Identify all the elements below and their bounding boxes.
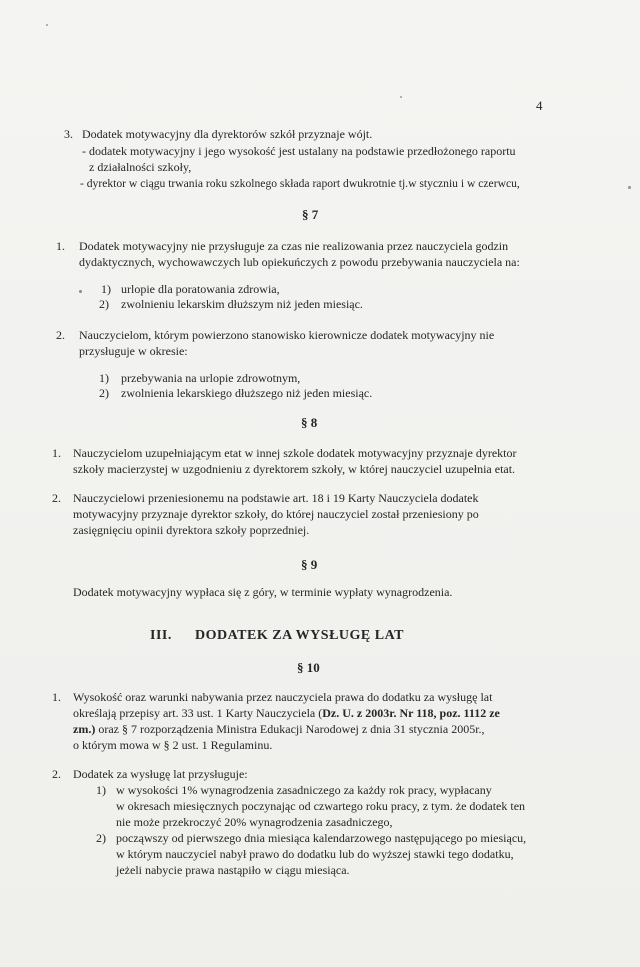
s10-item2-sub1-number: 1) <box>96 783 106 797</box>
section-8-title: § 8 <box>301 415 318 430</box>
s8-item2-line-2: motywacyjny przyznaje dyrektor szkoły, do której nauczyciel został przeniesiony po <box>73 507 479 521</box>
s7-item2-sub1-text: przebywania na urlopie zdrowotnym, <box>121 371 301 385</box>
s10-item2-sub1-line-1: w wysokości 1% wynagrodzenia zasadniczego za każdy rok pracy, wypłacany <box>116 783 492 797</box>
s7-item2-sub2-number: 2) <box>99 386 109 400</box>
section-9-title: § 9 <box>301 557 318 572</box>
s10-item1-line-2-text: określają przepisy art. 33 ust. 1 Karty Nauczyciela ( <box>73 706 323 720</box>
s7-item1-sub2-number: 2) <box>99 297 109 311</box>
s8-item2-line-1: Nauczycielowi przeniesionemu na podstawie art. 18 i 19 Karty Nauczyciela dodatek <box>73 491 479 505</box>
p3-line-4: - dyrektor w ciągu trwania roku szkolnego składa raport dwukrotnie tj.w styczniu i w czerwcu, <box>80 177 520 190</box>
s10-item2-sub2-line-3: jeżeli nabycie prawa nastąpiło w ciągu miesiąca. <box>116 863 350 877</box>
s8-item1-line-1: Nauczycielom uzupełniającym etat w innej szkole dodatek motywacyjny przyznaje dyrektor <box>73 446 517 460</box>
s7-item1-line-2: dydaktycznych, wychowawczych lub opiekuńczych z powodu przebywania nauczyciela na: <box>79 255 520 269</box>
s7-item1-sub2-text: zwolnieniu lekarskim dłuższym niż jeden miesiąc. <box>121 297 363 311</box>
s7-item1-sub1-text: urlopie dla poratowania zdrowia, <box>121 282 280 296</box>
page-number: 4 <box>536 98 543 113</box>
legal-citation: Dz. U. z 2003r. Nr 118, poz. 1112 ze <box>322 706 500 720</box>
p3-line-1: Dodatek motywacyjny dla dyrektorów szkół przyznaje wójt. <box>82 127 373 141</box>
s10-item1-number: 1. <box>52 690 61 704</box>
chapter-3-numeral: III. <box>150 628 172 643</box>
s10-item2-sub2-line-2: w którym nauczyciel nabył prawo do dodatku lub do wyższej stawki tego dodatku, <box>116 847 514 861</box>
legal-citation-end: zm.) <box>73 722 96 736</box>
s7-item2-line-2: przysługuje w okresie: <box>79 344 188 358</box>
p3-number: 3. <box>64 127 73 141</box>
s10-item2-sub2-line-1: począwszy od pierwszego dnia miesiąca kalendarzowego następującego po miesiącu, <box>116 831 527 845</box>
s10-item2-sub2-number: 2) <box>96 831 106 845</box>
s10-item2-number: 2. <box>52 767 61 781</box>
s8-item2-number: 2. <box>52 491 61 505</box>
s10-item1-line-3 <box>73 722 485 737</box>
scan-speck <box>46 24 48 26</box>
s8-item2-line-3: zasięgnięciu opinii dyrektora szkoły poprzedniej. <box>73 523 310 537</box>
s8-item1-line-2: szkoły macierzystej w uzgodnieniu z dyrektorem szkoły, w której nauczyciel uzupełnia etat. <box>73 462 516 476</box>
s10-item1-line-3-text: oraz § 7 rozporządzenia Ministra Edukacji Narodowej z dnia 31 stycznia 2005r., <box>95 722 485 736</box>
s10-item2-sub1-line-3: nie może przekroczyć 20% wynagrodzenia zasadniczego, <box>116 815 393 829</box>
s7-item2-number: 2. <box>56 328 65 342</box>
s10-item2-sub1-line-2: w okresach miesięcznych poczynając od czwartego roku pracy, z tym. że dodatek ten <box>116 799 526 813</box>
section-7-title: § 7 <box>302 207 319 222</box>
s7-item1-line-1: Dodatek motywacyjny nie przysługuje za czas nie realizowania przez nauczyciela godzin <box>79 239 509 253</box>
s7-item1-number: 1. <box>56 239 65 253</box>
s10-item1-line-2 <box>73 706 500 721</box>
s10-item1-line-4: o którym mowa w § 2 ust. 1 Regulaminu. <box>73 738 273 752</box>
s7-item2-line-1: Nauczycielom, którym powierzono stanowisko kierownicze dodatek motywacyjny nie <box>79 328 495 342</box>
s8-item1-number: 1. <box>52 446 61 460</box>
p3-line-3: z działalności szkoły, <box>89 160 192 174</box>
s10-item2-line-1: Dodatek za wysługę lat przysługuje: <box>73 767 248 781</box>
scan-speck <box>628 186 631 189</box>
s10-item1-line-1: Wysokość oraz warunki nabywania przez nauczyciela prawa do dodatku za wysługę lat <box>73 690 493 704</box>
s9-text: Dodatek motywacyjny wypłaca się z góry, w terminie wypłaty wynagrodzenia. <box>73 585 453 599</box>
chapter-3-title: DODATEK ZA WYSŁUGĘ LAT <box>195 628 404 643</box>
s7-item1-sub1-number: 1) <box>101 282 111 296</box>
s7-item2-sub2-text: zwolnienia lekarskiego dłuższego niż jeden miesiąc. <box>121 386 373 400</box>
scan-speck <box>400 96 402 98</box>
section-10-title: § 10 <box>297 660 320 675</box>
scan-mark <box>79 290 82 293</box>
p3-line-2: - dodatek motywacyjny i jego wysokość jest ustalany na podstawie przedłożonego raportu <box>82 144 516 158</box>
s7-item2-sub1-number: 1) <box>99 371 109 385</box>
